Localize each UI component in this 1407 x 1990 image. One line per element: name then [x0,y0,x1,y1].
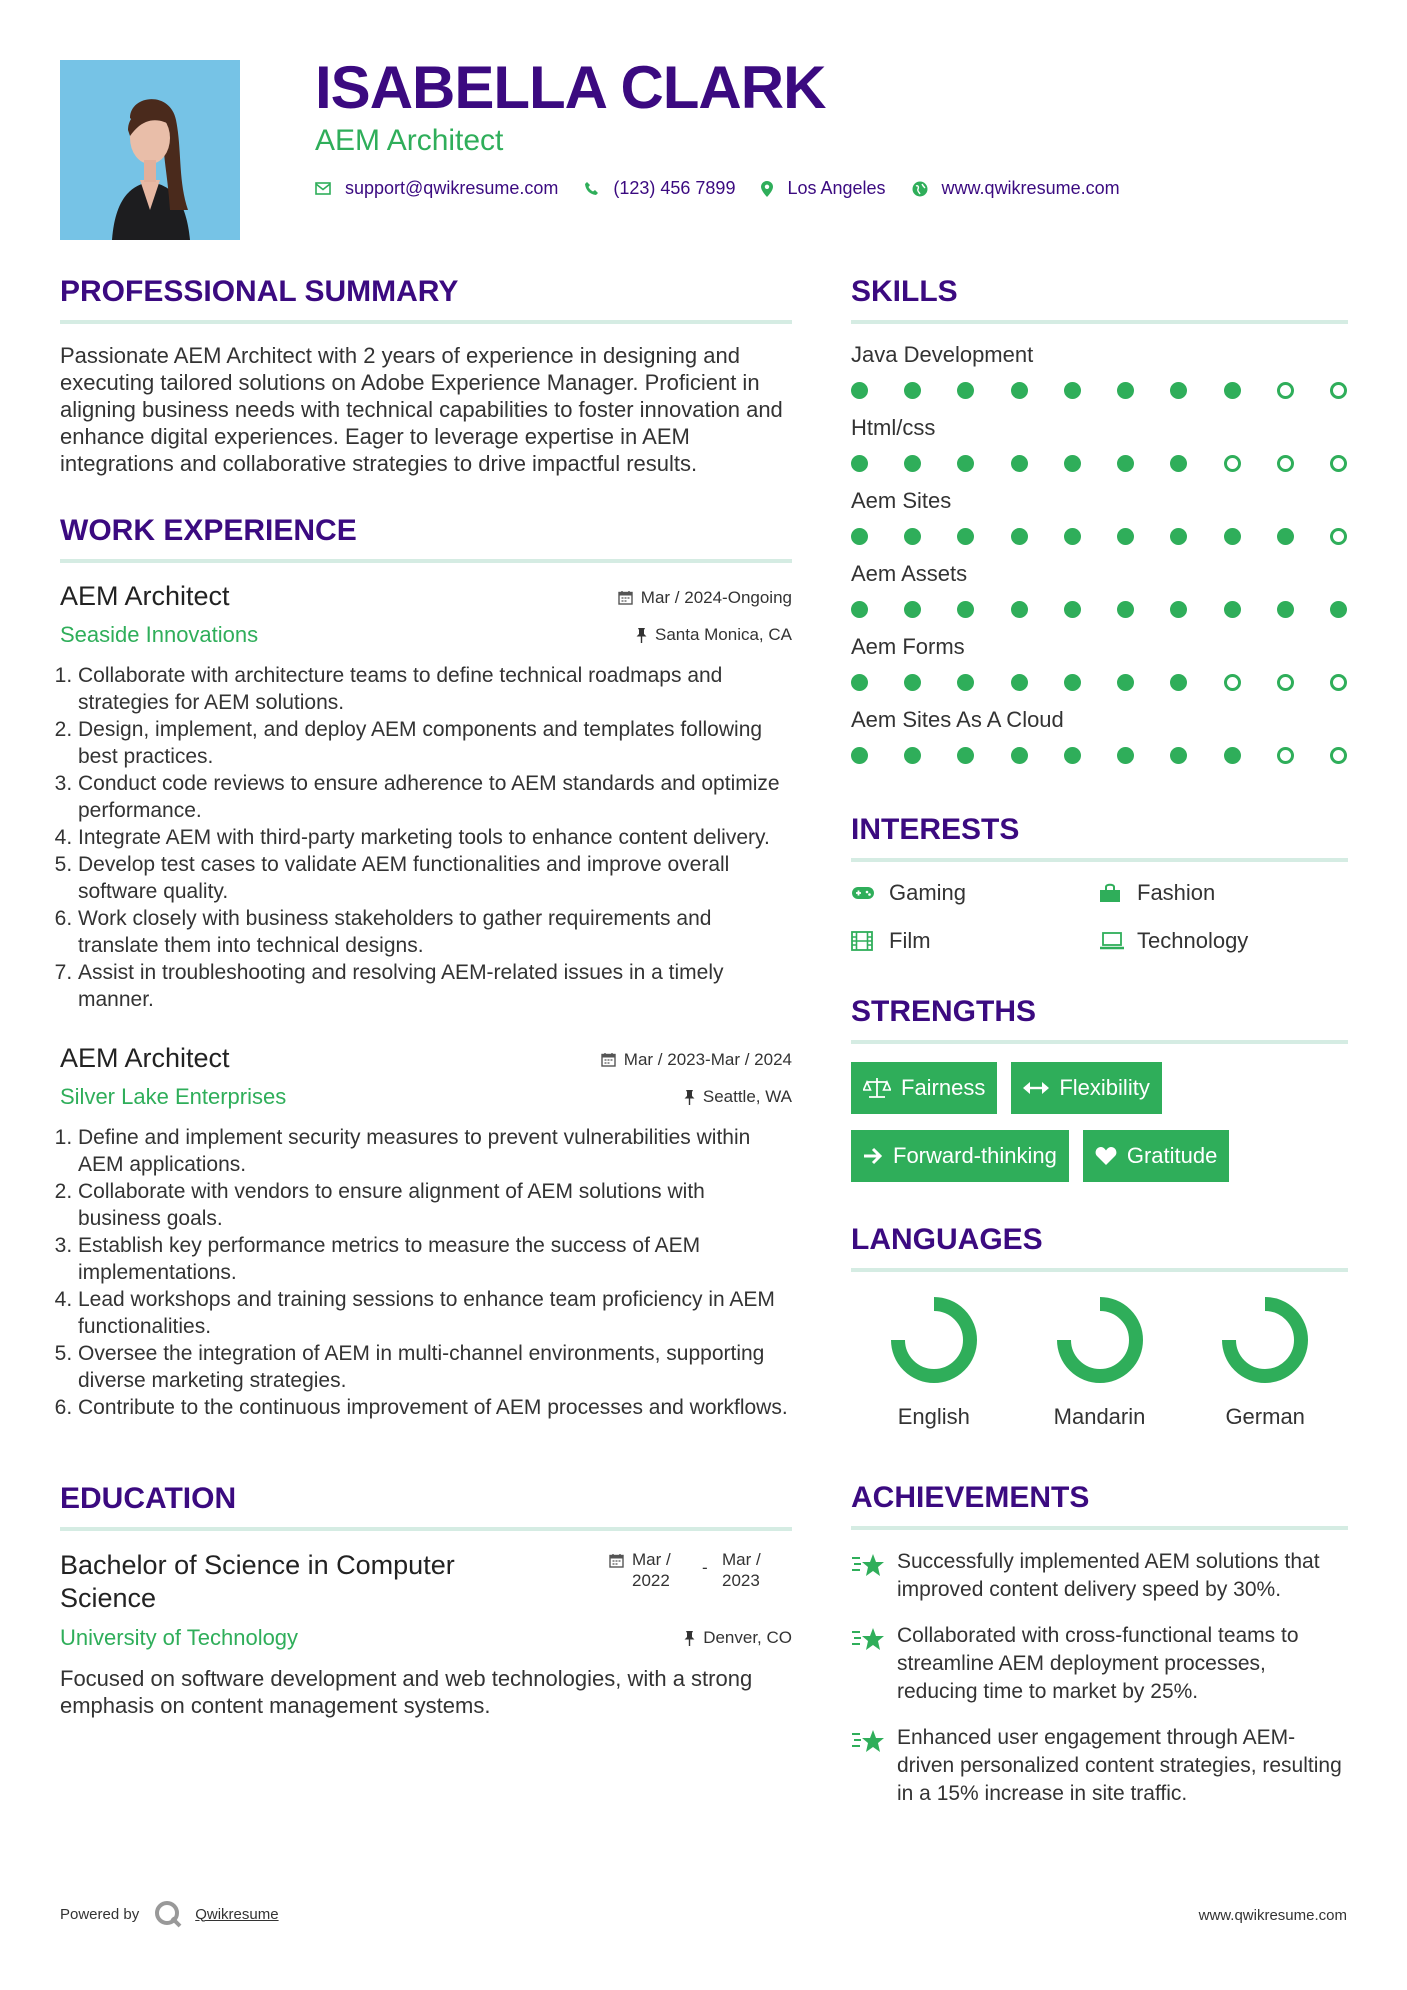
skill-name: Aem Sites [851,488,952,513]
list-item: 1. Define and implement security measures to prevent vulnerabilities within AEM applications. [78,1124,792,1178]
achievement-item [851,1622,1348,1706]
skill-dot-empty [1330,747,1347,764]
language-level-ring [1050,1290,1150,1390]
candidate-role: AEM Architect [315,124,504,157]
film-icon [851,931,889,951]
education-heading: EDUCATION [60,1482,237,1515]
job-location-text: Santa Monica, CA [654,625,792,644]
company-name: Silver Lake Enterprises [60,1084,287,1109]
globe-icon [912,181,928,197]
qwikresume-logo-icon [153,1900,183,1928]
skill-dot-filled [957,601,974,618]
skill-dot-filled [851,601,868,618]
list-item: 2. Design, implement, and deploy AEM components and templates following best practices. [78,716,792,770]
list-item: 4. Lead workshops and training sessions to enhance team proficiency in AEM functionalities. [78,1286,792,1340]
map-pin-icon [761,181,773,197]
shooting-star-icon [851,1548,897,1604]
calendar-icon [601,1052,616,1067]
contact-location [761,178,885,199]
job-location [684,1087,792,1107]
strengths-list [851,1062,1348,1182]
skill-dot-filled [1224,528,1241,545]
skill-dot-filled [957,382,974,399]
pushpin-icon [636,628,647,643]
skill-rating [851,674,1347,691]
skill-dot-filled [1170,747,1187,764]
footer-website[interactable]: www.qwikresume.com [1198,1907,1347,1924]
skill-dot-filled [1064,601,1081,618]
skill-name: Java Development [851,342,1034,367]
achievement-item [851,1724,1348,1808]
skill-dot-filled [1011,528,1028,545]
skill-dot-filled [1170,528,1187,545]
phone-icon [584,181,599,196]
interest-label: Fashion [1137,880,1216,905]
skill-name: Aem Sites As A Cloud [851,707,1064,732]
list-item: 5. Oversee the integration of AEM in multi-channel environments, supporting diverse marketing strategies. [78,1340,792,1394]
skill-rating [851,382,1347,399]
skill-item [851,634,1348,691]
interest-label: Film [889,928,931,953]
shooting-star-icon [851,1622,897,1706]
summary-heading: PROFESSIONAL SUMMARY [60,275,459,308]
list-item: 4. Integrate AEM with third-party marketing tools to enhance content delivery. [78,824,792,851]
contact-bar [315,178,1146,199]
shopping-bag-icon [1099,883,1137,903]
summary-text: Passionate AEM Architect with 2 years of experience in designing and executing tailored solutions on Adobe Experience Manager. Proficient in aligning business needs with technical capabilities to foster innovation and enhance digital experiences. Eager to leverage expertise in AEM integrations and collaborative strategies to drive impactful results. [60,343,783,476]
job-entry [60,581,792,1013]
job-responsibilities [60,662,792,1013]
interest-item [851,928,1099,954]
skill-rating [851,528,1347,545]
interest-item [851,880,1099,906]
contact-phone[interactable] [584,178,735,199]
skill-dot-empty [1224,674,1241,691]
skills-heading: SKILLS [851,275,958,308]
section-divider [60,559,792,563]
skill-dot-filled [1224,382,1241,399]
balance-scale-icon [863,1077,891,1099]
skill-dot-empty [1224,455,1241,472]
candidate-name: ISABELLA CLARK [315,54,826,121]
footer-powered-by [60,1900,279,1928]
job-dates [601,1050,792,1070]
skill-dot-filled [1277,601,1294,618]
skill-dot-filled [1011,382,1028,399]
skill-dot-filled [1224,601,1241,618]
section-divider [851,1268,1348,1272]
profile-photo [60,60,240,240]
skill-dot-filled [1170,674,1187,691]
skill-dot-empty [1330,455,1347,472]
arrow-right-icon [863,1147,883,1165]
contact-website[interactable] [912,178,1120,199]
list-item: 2. Collaborate with vendors to ensure alignment of AEM solutions with business goals. [78,1178,792,1232]
interests-list [851,880,1348,954]
skill-dot-empty [1330,382,1347,399]
skill-dot-filled [1064,382,1081,399]
skill-dot-filled [904,674,921,691]
strength-label: Gratitude [1126,1143,1218,1168]
skill-dot-filled [1011,601,1028,618]
skill-dot-filled [1011,747,1028,764]
left-column [60,274,792,1719]
skill-rating [851,455,1347,472]
skill-dot-filled [1064,528,1081,545]
education-location-text: Denver, CO [703,1628,792,1647]
job-dates-text: Mar / 2024-Ongoing [640,587,792,607]
job-title: AEM Architect [60,1043,230,1073]
section-divider [851,320,1348,324]
laptop-icon [1099,932,1137,950]
powered-by-label: Powered by [60,1905,140,1923]
skill-dot-empty [1330,674,1347,691]
job-dates-text: Mar / 2023-Mar / 2024 [623,1049,792,1069]
skill-name: Aem Assets [851,561,968,586]
strength-label: Flexibility [1059,1075,1150,1100]
skill-dot-filled [1330,601,1347,618]
strength-chip [1083,1130,1230,1182]
skill-dot-filled [904,528,921,545]
list-item: 3. Conduct code reviews to ensure adherence to AEM standards and optimize performance. [78,770,792,824]
job-entry [60,1043,792,1421]
skill-dot-filled [851,382,868,399]
skill-dot-filled [904,747,921,764]
strength-chip [851,1062,997,1114]
interests-heading: INTERESTS [851,813,1020,846]
language-item [1182,1290,1348,1430]
skill-dot-filled [1170,382,1187,399]
skill-dot-filled [1117,674,1134,691]
education-description: Focused on software development and web technologies, with a strong emphasis on content management systems. [60,1666,753,1718]
list-item: 1. Collaborate with architecture teams to define technical roadmaps and strategies for AEM solutions. [78,662,792,716]
job-location-text: Seattle, WA [702,1087,792,1106]
arrows-horizontal-icon [1023,1081,1049,1095]
degree-title: Bachelor of Science in Computer Science [60,1550,455,1613]
skill-dot-filled [957,528,974,545]
skill-dot-empty [1277,747,1294,764]
interest-label: Gaming [889,880,967,905]
education-dates [609,1549,792,1591]
language-label: German [1225,1404,1305,1429]
calendar-icon [609,1552,624,1573]
education-end: Mar / 2023 [722,1550,761,1590]
skill-item [851,561,1348,618]
list-item: 3. Establish key performance metrics to measure the success of AEM implementations. [78,1232,792,1286]
skill-rating [851,747,1347,764]
skills-list [851,342,1348,764]
interest-item [1099,880,1347,906]
experience-heading: WORK EXPERIENCE [60,514,357,547]
achievement-text: Collaborated with cross-functional teams to streamline AEM deployment processes, reducing time to market by 25%. [897,1624,1299,1703]
website-text: www.qwikresume.com [941,178,1120,198]
email-text: support@qwikresume.com [345,178,559,198]
skill-dot-filled [957,455,974,472]
achievements-heading: ACHIEVEMENTS [851,1481,1090,1514]
skill-dot-filled [904,601,921,618]
skill-dot-filled [1277,528,1294,545]
skill-item [851,488,1348,545]
envelope-icon [315,182,331,195]
language-label: English [897,1404,970,1429]
skill-name: Html/css [851,415,936,440]
skill-dot-filled [1011,674,1028,691]
calendar-icon [618,590,633,605]
job-dates [618,588,792,608]
qwikresume-link[interactable]: Qwikresume [195,1905,279,1923]
skill-dot-filled [1117,747,1134,764]
language-item [851,1290,1017,1430]
language-item [1017,1290,1183,1430]
education-location [684,1628,792,1648]
achievement-text: Enhanced user engagement through AEM-driven personalized content strategies, resulting in a 15% increase in site traffic. [897,1726,1342,1805]
job-responsibilities [60,1124,792,1421]
achievements-list [851,1548,1348,1808]
skill-dot-filled [851,528,868,545]
skill-dot-filled [1117,455,1134,472]
skill-dot-filled [1117,382,1134,399]
skill-dot-filled [904,455,921,472]
skill-dot-filled [851,455,868,472]
skill-item [851,342,1348,399]
location-text: Los Angeles [787,178,886,198]
strength-label: Fairness [901,1075,986,1100]
skill-dot-filled [1170,455,1187,472]
section-divider [851,1040,1348,1044]
section-divider [60,320,792,324]
job-title: AEM Architect [60,581,230,611]
job-location [636,625,792,645]
education-start: Mar / 2022 [632,1550,671,1590]
skill-name: Aem Forms [851,634,965,659]
language-label: Mandarin [1053,1404,1146,1429]
heart-icon [1095,1146,1117,1166]
language-level-ring [884,1290,984,1390]
skill-rating [851,601,1347,618]
languages-list [851,1290,1348,1430]
section-divider [60,1527,792,1531]
skill-dot-empty [1277,674,1294,691]
interest-label: Technology [1137,928,1249,953]
profile-photo-illustration [60,60,240,240]
skill-item [851,707,1348,764]
skill-dot-filled [851,747,868,764]
skill-dot-empty [1330,528,1347,545]
gamepad-icon [851,885,889,901]
achievement-item [851,1548,1348,1604]
skill-dot-filled [1011,455,1028,472]
skill-dot-filled [1170,601,1187,618]
pushpin-icon [684,1090,695,1105]
skill-dot-filled [957,747,974,764]
list-item: 6. Contribute to the continuous improvement of AEM processes and workflows. [78,1394,792,1421]
language-level-ring [1215,1290,1315,1390]
skill-dot-filled [1064,455,1081,472]
skill-dot-filled [957,674,974,691]
skill-dot-empty [1277,455,1294,472]
strength-chip [851,1130,1069,1182]
list-item: 7. Assist in troubleshooting and resolving AEM-related issues in a timely manner. [78,959,792,1013]
achievement-text: Successfully implemented AEM solutions that improved content delivery speed by 30%. [897,1550,1320,1601]
section-divider [851,1526,1348,1530]
skill-dot-filled [1064,747,1081,764]
list-item: 6. Work closely with business stakeholders to gather requirements and translate them into technical designs. [78,905,792,959]
skill-dot-filled [1117,528,1134,545]
shooting-star-icon [851,1724,897,1808]
skill-item [851,415,1348,472]
strength-chip [1011,1062,1161,1114]
skill-dot-filled [1064,674,1081,691]
skill-dot-empty [1277,382,1294,399]
date-separator: - [702,1558,708,1577]
school-name: University of Technology [60,1625,299,1650]
phone-text: (123) 456 7899 [613,178,736,198]
right-column [851,274,1348,1826]
strength-label: Forward-thinking [893,1143,1057,1168]
languages-heading: LANGUAGES [851,1223,1043,1256]
list-item: 5. Develop test cases to validate AEM functionalities and improve overall software quality. [78,851,792,905]
interest-item [1099,928,1347,954]
strengths-heading: STRENGTHS [851,995,1037,1028]
skill-dot-filled [1117,601,1134,618]
section-divider [851,858,1348,862]
pushpin-icon [684,1631,695,1646]
skill-dot-filled [1224,747,1241,764]
company-name: Seaside Innovations [60,622,259,647]
skill-dot-filled [904,382,921,399]
contact-email[interactable] [315,178,558,199]
skill-dot-filled [851,674,868,691]
